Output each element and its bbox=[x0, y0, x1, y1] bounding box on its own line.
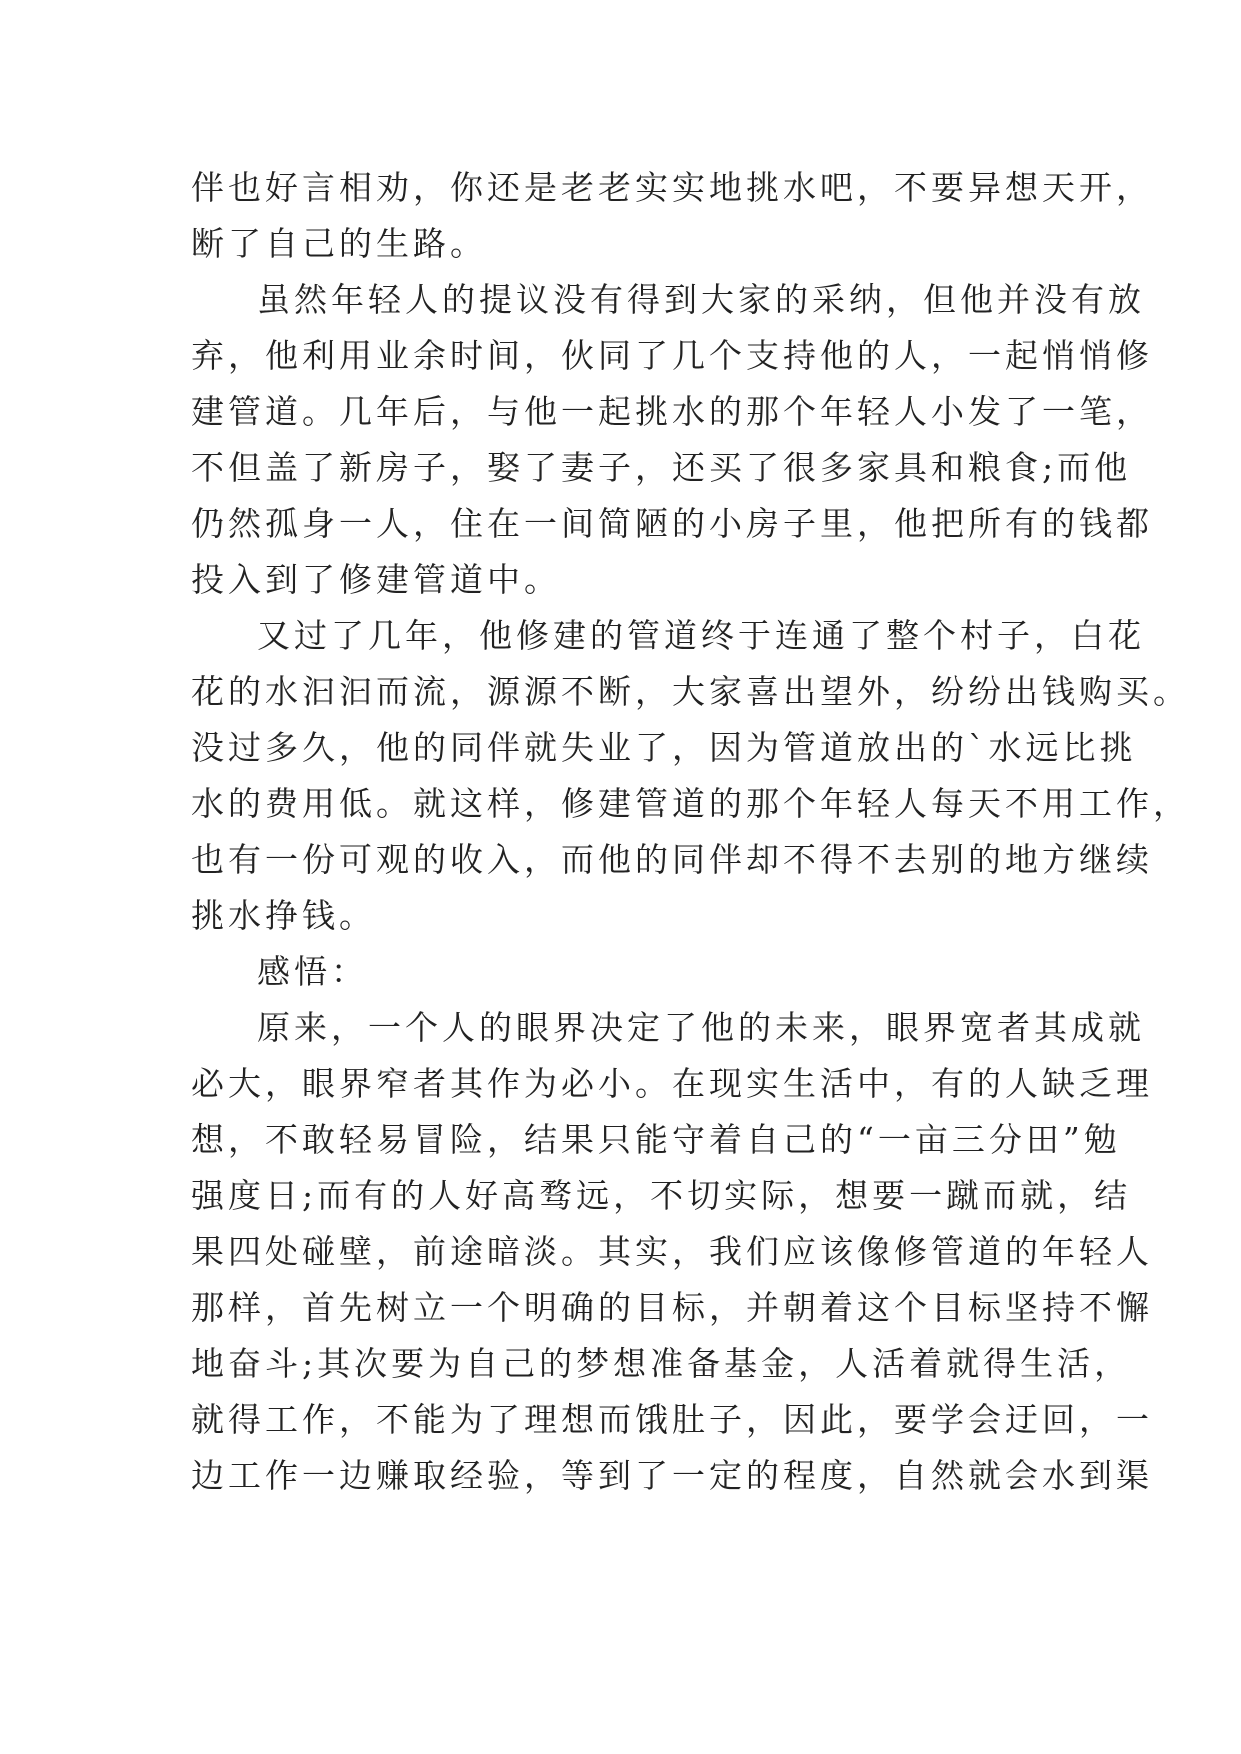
text-line: 想，不敢轻易冒险，结果只能守着自己的“一亩三分田”勉 bbox=[191, 1120, 1121, 1159]
text-line: 挑水挣钱。 bbox=[191, 896, 376, 935]
section-heading bbox=[191, 944, 1046, 1000]
text-line: 就得工作，不能为了理想而饿肚子，因此，要学会迂回，一 bbox=[191, 1400, 1153, 1439]
paragraph-2 bbox=[191, 272, 1153, 608]
text-line: 水的费用低。就这样，修建管道的那个年轻人每天不用工作， bbox=[191, 784, 1190, 823]
text-line: 断了自己的生路。 bbox=[191, 224, 487, 263]
text-line: 不但盖了新房子，娶了妻子，还买了很多家具和粮食;而他 bbox=[191, 448, 1132, 487]
text-line: 投入到了修建管道中。 bbox=[191, 560, 561, 599]
text-line: 原来，一个人的眼界决定了他的未来，眼界宽者其成就 bbox=[257, 1008, 1145, 1047]
text-line: 必大，眼界窄者其作为必小。在现实生活中，有的人缺乏理 bbox=[191, 1064, 1153, 1103]
text-line: 伴也好言相劝，你还是老老实实地挑水吧，不要异想天开， bbox=[191, 168, 1153, 207]
paragraph-4 bbox=[191, 1000, 1153, 1504]
text-line: 强度日;而有的人好高骛远，不切实际，想要一蹴而就，结 bbox=[191, 1176, 1132, 1215]
text-line: 建管道。几年后，与他一起挑水的那个年轻人小发了一笔， bbox=[191, 392, 1153, 431]
text-line: 那样，首先树立一个明确的目标，并朝着这个目标坚持不懈 bbox=[191, 1288, 1153, 1327]
text-line: 没过多久，他的同伴就失业了，因为管道放出的`水远比挑 bbox=[191, 728, 1137, 767]
text-line: 地奋斗;其次要为自己的梦想准备基金，人活着就得生活， bbox=[191, 1344, 1132, 1383]
text-line: 也有一份可观的收入，而他的同伴却不得不去别的地方继续 bbox=[191, 840, 1153, 879]
text-line: 边工作一边赚取经验，等到了一定的程度，自然就会水到渠 bbox=[191, 1456, 1153, 1495]
document-body bbox=[191, 160, 1190, 1504]
heading-text: 感悟： bbox=[257, 952, 368, 991]
text-line: 果四处碰壁，前途暗淡。其实，我们应该像修管道的年轻人 bbox=[191, 1232, 1153, 1271]
text-line: 弃，他利用业余时间，伙同了几个支持他的人，一起悄悄修 bbox=[191, 336, 1153, 375]
text-line: 虽然年轻人的提议没有得到大家的采纳，但他并没有放 bbox=[257, 280, 1145, 319]
text-line: 仍然孤身一人，住在一间简陋的小房子里，他把所有的钱都 bbox=[191, 504, 1153, 543]
text-line: 花的水汩汩而流，源源不断，大家喜出望外，纷纷出钱购买。 bbox=[191, 672, 1190, 711]
text-line: 又过了几年，他修建的管道终于连通了整个村子，白花 bbox=[257, 616, 1145, 655]
paragraph-3 bbox=[191, 608, 1190, 944]
paragraph-1 bbox=[191, 160, 1153, 272]
